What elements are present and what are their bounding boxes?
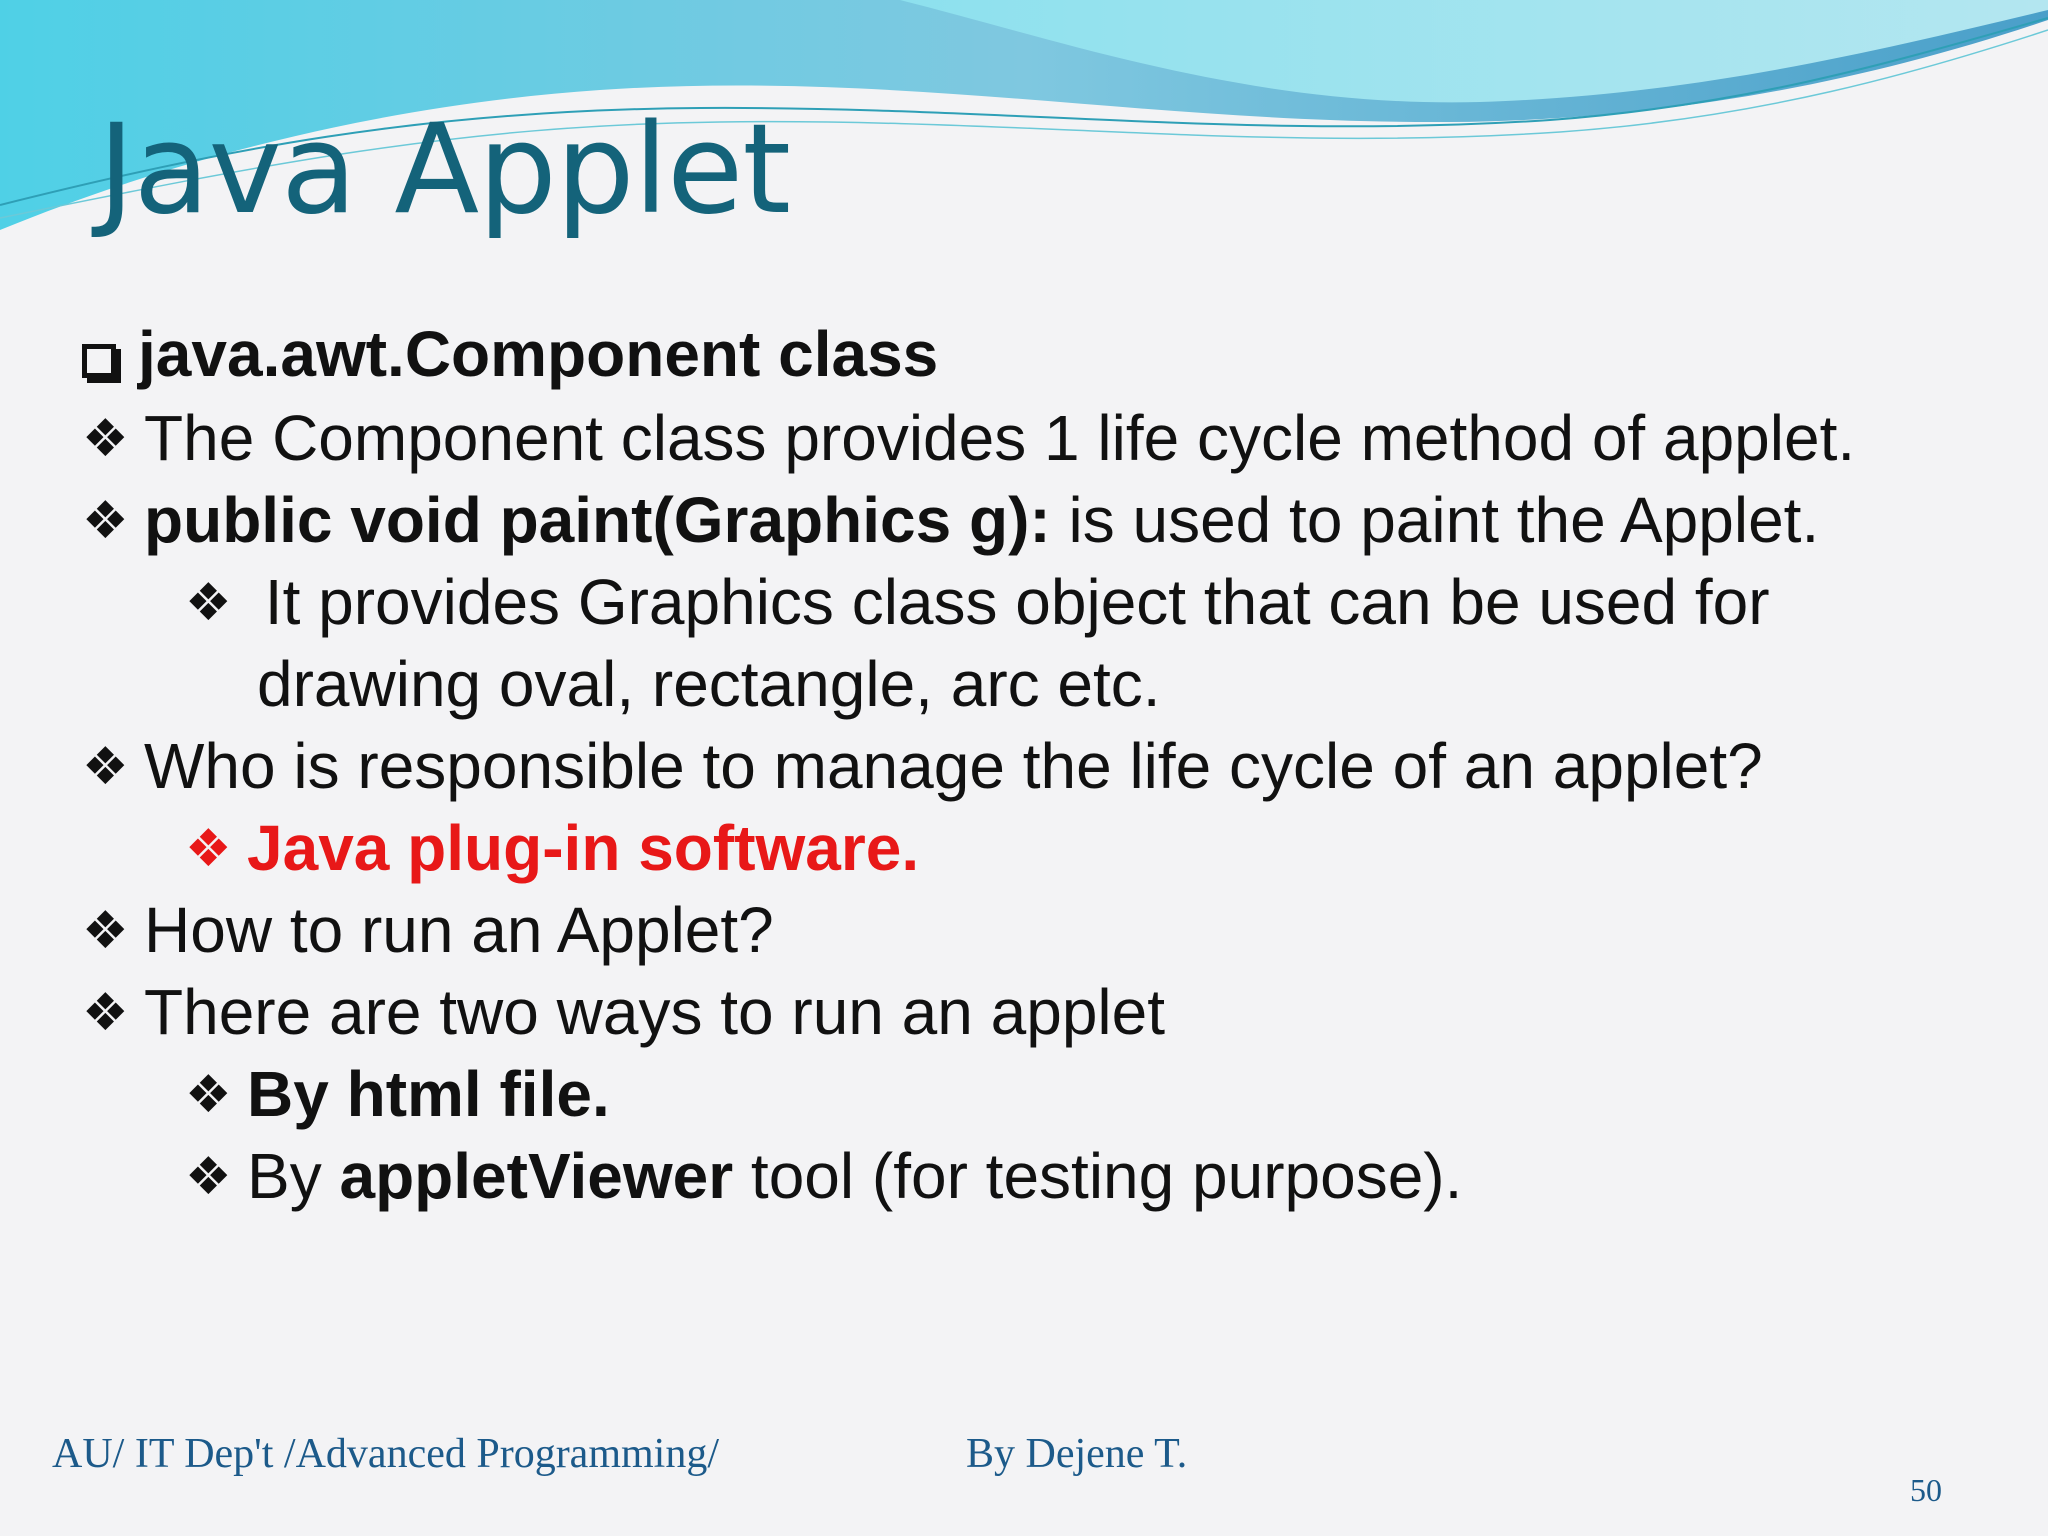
bullet-text: is used to paint the Applet. xyxy=(1050,484,1820,556)
bullet-text: By html file. xyxy=(247,1058,610,1130)
answer-line xyxy=(185,812,920,884)
bullet-text: By xyxy=(247,1140,340,1212)
bullet-line xyxy=(82,894,774,966)
bullet-text: It provides Graphics class object that can be used for xyxy=(247,566,1770,638)
slide-title: Java Applet xyxy=(98,98,790,242)
sub-bullet-line xyxy=(185,566,1770,638)
diamond-bullet-icon: ❖ xyxy=(82,737,129,797)
diamond-bullet-icon: ❖ xyxy=(185,1065,232,1125)
bullet-line xyxy=(82,484,1820,556)
heading-line xyxy=(82,318,939,390)
bullet-line xyxy=(82,730,1763,802)
bullet-line xyxy=(82,402,1856,474)
sub-bullet-line xyxy=(185,1058,610,1130)
footer-course: AU/ IT Dep't /Advanced Programming/ xyxy=(52,1431,719,1477)
bullet-bold-text: public void paint(Graphics g): xyxy=(144,484,1051,556)
diamond-bullet-icon: ❖ xyxy=(82,983,129,1043)
diamond-bullet-icon: ❖ xyxy=(82,901,129,961)
bullet-text: The Component class provides 1 life cycle method of applet. xyxy=(144,402,1856,474)
diamond-bullet-icon: ❖ xyxy=(185,819,232,879)
bullet-text: drawing oval, rectangle, arc etc. xyxy=(257,648,1161,720)
footer-author: By Dejene T. xyxy=(966,1431,1188,1477)
bullet-text: How to run an Applet? xyxy=(144,894,774,966)
diamond-bullet-icon: ❖ xyxy=(82,409,129,469)
square-bullet-icon xyxy=(82,344,116,378)
answer-text: Java plug-in software. xyxy=(247,812,920,884)
diamond-bullet-icon: ❖ xyxy=(185,1147,232,1207)
diamond-bullet-icon: ❖ xyxy=(82,491,129,551)
heading-text: java.awt.Component class xyxy=(138,318,939,390)
diamond-bullet-icon: ❖ xyxy=(185,573,232,633)
bullet-line xyxy=(82,976,1165,1048)
sub-bullet-line xyxy=(185,1140,1463,1212)
bullet-text: Who is responsible to manage the life cycle of an applet? xyxy=(144,730,1763,802)
continuation-line xyxy=(257,648,1161,720)
page-number: 50 xyxy=(1910,1472,1942,1508)
bullet-text: tool (for testing purpose). xyxy=(733,1140,1463,1212)
bullet-text: There are two ways to run an applet xyxy=(144,976,1165,1048)
bullet-bold-text: appletViewer xyxy=(339,1140,734,1212)
